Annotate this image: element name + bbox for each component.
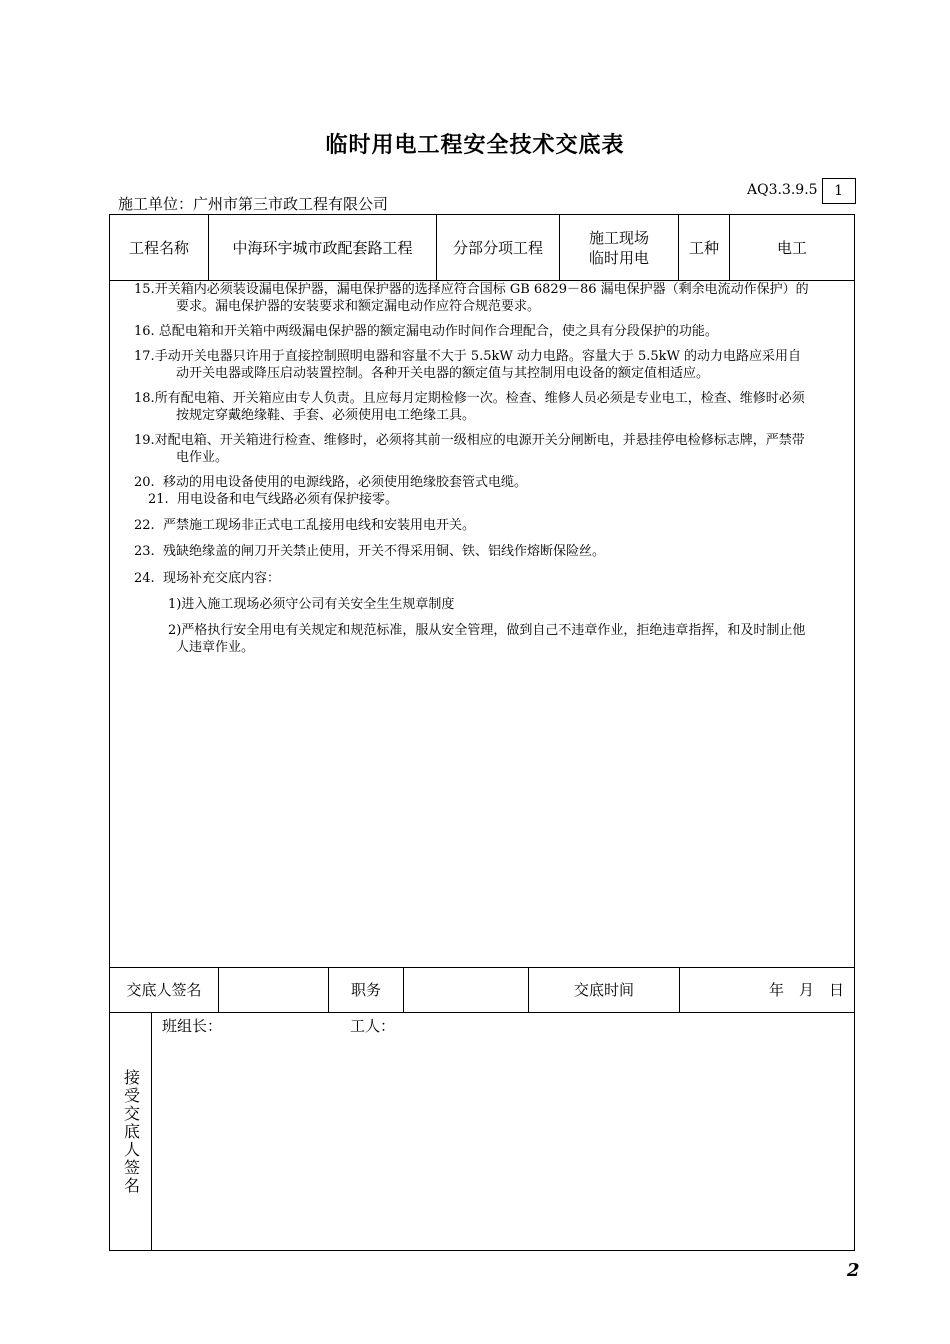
- supplement-item: 1)进入施工现场必须守公司有关安全生生规章制度: [168, 597, 455, 612]
- form-code: AQ3.3.9.5: [747, 182, 818, 198]
- list-item: 15.开关箱内必须装设漏电保护器，漏电保护器的选择应符合国标 GB 6829－86 漏电保护器（剩余电流动作保护）的 要求。漏电保护器的安装要求和额定漏电动作应符合规范要求。: [134, 282, 809, 314]
- trade-label: 工种: [688, 238, 719, 257]
- signer-label: 交底人签名: [126, 981, 202, 999]
- team-leader-label: 班组长：: [162, 1017, 223, 1035]
- trade-value: 电工: [776, 238, 807, 257]
- list-item: 24. 现场补充交底内容：: [134, 571, 280, 586]
- sub-project-value-line2: 临时用电: [588, 248, 649, 267]
- sub-project-value: [560, 215, 678, 280]
- list-item: 23. 残缺绝缘盖的闸刀开关禁止使用，开关不得采用铜、铁、铝线作熔断保险丝。: [134, 544, 605, 559]
- list-item: 21. 用电设备和电气线路必须有保护接零。: [148, 492, 398, 507]
- list-item: 18.所有配电箱、开关箱应由专人负责。且应每月定期检修一次。检查、维修人员必须是专业电工，检查、维修时必须 按规定穿戴绝缘鞋、手套、必须使用电工绝缘工具。: [134, 391, 805, 423]
- date-field[interactable]: 年 月 日: [768, 981, 844, 999]
- page-number: 2: [847, 1260, 860, 1281]
- project-name-value: 中海环宇城市政配套路工程: [232, 238, 413, 257]
- page-title: 临时用电工程安全技术交底表: [325, 133, 625, 158]
- supplement-item: 2)严格执行安全用电有关规定和规范标准，服从安全管理，做到自己不违章作业，拒绝违章指挥，和及时制止他 人违章作业。: [168, 623, 806, 655]
- position-field[interactable]: [404, 968, 528, 1012]
- time-label: 交底时间: [573, 981, 634, 999]
- worker-label: 工人：: [350, 1017, 396, 1035]
- disclosure-table: [109, 214, 855, 1251]
- form-code-group: [747, 178, 856, 204]
- position-label: 职务: [350, 981, 381, 999]
- sub-project-value-line1: 施工现场: [588, 228, 649, 247]
- receiver-signature-label: 接受交底人签名: [121, 1069, 141, 1195]
- list-item: 19.对配电箱、开关箱进行检查、维修时，必须将其前一级相应的电源开关分闸断电，并悬挂停电检修标志牌，严禁带 电作业。: [134, 433, 805, 465]
- project-name-label: 工程名称: [128, 238, 189, 257]
- form-index-box: 1: [822, 178, 856, 204]
- signer-field[interactable]: [219, 968, 328, 1012]
- list-item: 17.手动开关电器只许用于直接控制照明电器和容量不大于 5.5kW 动力电路。容量大于 5.5kW 的动力电路应采用自 动开关电器或降压启动装置控制。各种开关电器的额定值与其控制用电设备的额定值相适应。: [134, 349, 802, 381]
- list-item: 16. 总配电箱和开关箱中两级漏电保护器的额定漏电动作时间作合理配合，使之具有分段保护的功能。: [134, 324, 718, 339]
- sub-project-label: 分部分项工程: [452, 238, 543, 257]
- construction-unit: 施工单位：广州市第三市政工程有限公司: [118, 195, 389, 213]
- list-item: 20. 移动的用电设备使用的电源线路，必须使用绝缘胶套管式电缆。: [134, 475, 527, 490]
- list-item: 22. 严禁施工现场非正式电工乱接用电线和安装用电开关。: [134, 518, 475, 533]
